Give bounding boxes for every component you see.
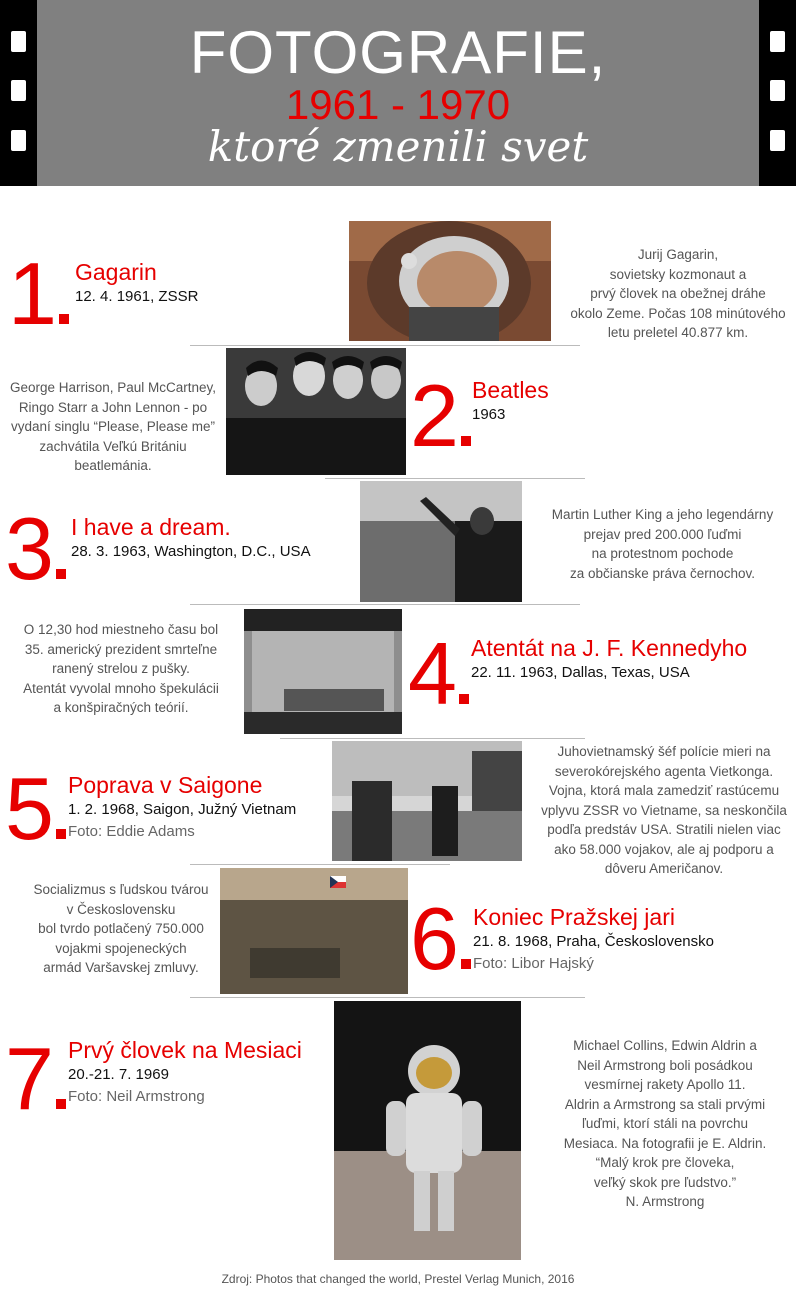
entry-title: Prvý človek na Mesiaci bbox=[68, 1037, 302, 1063]
divider bbox=[280, 738, 585, 739]
entry-number: 5 bbox=[5, 765, 66, 853]
entry-number: 6 bbox=[410, 895, 471, 983]
page-subtitle: ktoré zmenili svet bbox=[207, 122, 589, 171]
photo-beatles bbox=[226, 348, 406, 475]
entry-date: 28. 3. 1963, Washington, D.C., USA bbox=[71, 543, 311, 560]
entry-title: I have a dream. bbox=[71, 514, 231, 540]
entry-date: 22. 11. 1963, Dallas, Texas, USA bbox=[471, 664, 690, 681]
entry-description: O 12,30 hod miestneho času bol 35. americký prezident smrteľne ranený strelou z pušky. Atentát vyvolal mnoho špekulácii a konšpiračných teórií. bbox=[23, 622, 219, 715]
page-years: 1961 - 1970 bbox=[285, 81, 511, 128]
entry-number: 4 bbox=[408, 630, 469, 718]
entry-number: 3 bbox=[5, 505, 66, 593]
entry-date: 20.-21. 7. 1969 bbox=[68, 1066, 169, 1083]
entry-description: Jurij Gagarin, sovietsky kozmonaut a prvý človek na obežnej dráhe okolo Zeme. Počas 108 minútového letu preletel 40.877 km. bbox=[570, 247, 786, 340]
photo-mlk bbox=[360, 481, 522, 602]
entry-credit: Foto: Eddie Adams bbox=[68, 823, 195, 840]
photo-kennedy bbox=[244, 609, 402, 734]
divider bbox=[190, 997, 585, 998]
divider bbox=[190, 604, 580, 605]
divider bbox=[190, 345, 580, 346]
entry-title: Poprava v Saigone bbox=[68, 772, 263, 798]
photo-moon bbox=[334, 1001, 521, 1260]
entry-title: Beatles bbox=[472, 377, 549, 403]
divider bbox=[325, 478, 585, 479]
entry-number: 2 bbox=[410, 372, 471, 460]
entry-title: Gagarin bbox=[75, 259, 157, 285]
entry-description: Juhovietnamský šéf polície mieri na severokórejského agenta Vietkonga. Vojna, ktorá mala zamedziť rastúcemu vplyvu ZSSR vo Vietname, sa neskončila podľa predstáv USA. Stratili nielen viac ako 58.000 vojakov, ale aj podporu a dôveru Američanov. bbox=[541, 744, 787, 876]
header-banner bbox=[0, 0, 796, 186]
entry-date: 1963 bbox=[472, 406, 506, 423]
entry-date: 12. 4. 1961, ZSSR bbox=[75, 288, 199, 305]
entry-title: Koniec Pražskej jari bbox=[473, 904, 675, 930]
photo-prague bbox=[220, 868, 408, 994]
entry-description: Michael Collins, Edwin Aldrin a Neil Armstrong boli posádkou vesmírnej rakety Apollo 11. Aldrin a Armstrong sa stali prvými ľuďmi, ktorí stáli na povrchu Mesiaca. Na fotografii je E. Aldrin. “Malý krok pre človeka, veľký skok pre ľudstvo.” N. Armstrong bbox=[563, 1038, 767, 1209]
entry-number: 7 bbox=[5, 1035, 66, 1123]
entry-date: 21. 8. 1968, Praha, Československo bbox=[473, 933, 714, 950]
photo-saigon bbox=[332, 741, 522, 861]
source-footer: Zdroj: Photos that changed the world, Prestel Verlag Munich, 2016 bbox=[221, 1272, 575, 1286]
entry-credit: Foto: Libor Hajský bbox=[473, 955, 594, 972]
entry-description: Martin Luther King a jeho legendárny prejav pred 200.000 ľuďmi na protestnom pochode za občianske práva černochov. bbox=[551, 507, 774, 581]
photo-gagarin bbox=[349, 221, 551, 341]
divider bbox=[190, 864, 450, 865]
entry-date: 1. 2. 1968, Saigon, Južný Vietnam bbox=[68, 801, 297, 818]
entry-title: Atentát na J. F. Kennedyho bbox=[471, 635, 748, 661]
entry-credit: Foto: Neil Armstrong bbox=[68, 1088, 205, 1105]
entry-number: 1 bbox=[8, 250, 69, 338]
entry-description: George Harrison, Paul McCartney, Ringo Starr a John Lennon - po vydaní singlu “Please, Please me” zachvátila Veľkú Britániu beatlemánia. bbox=[9, 380, 217, 473]
entry-description: Socializmus s ľudskou tvárou v Československu bol tvrdo potlačený 750.000 vojakmi spojeneckých armád Varšavskej zmluvy. bbox=[33, 882, 209, 975]
page-title: FOTOGRAFIE, bbox=[189, 19, 607, 86]
